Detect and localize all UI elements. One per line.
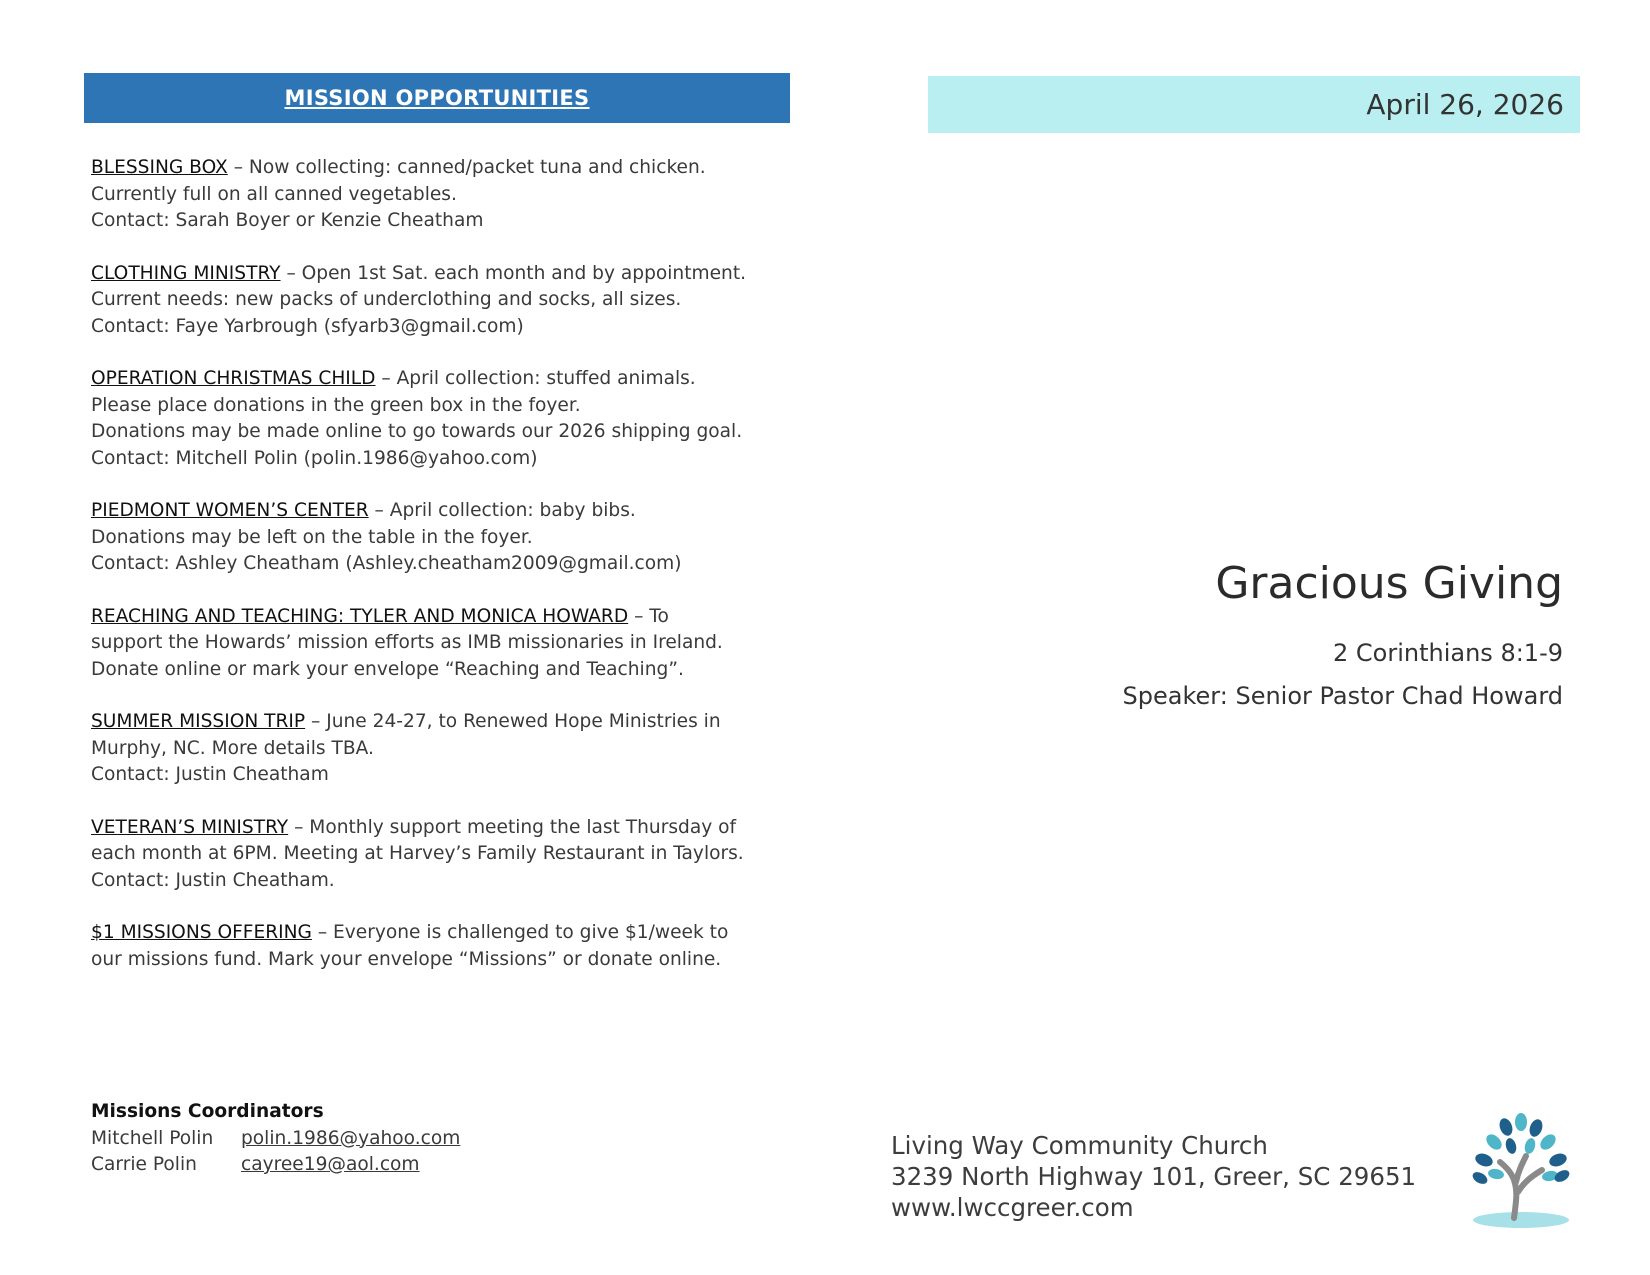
entry-text: – June 24-27, to Renewed Hope Ministries in	[305, 711, 721, 732]
entry-text: Donate online or mark your envelope “Reaching and Teaching”.	[91, 658, 684, 680]
entry-text: Contact: Faye Yarbrough (sfyarb3@gmail.com)	[91, 315, 524, 337]
mission-column	[84, 73, 790, 999]
date-banner	[928, 76, 1580, 133]
mission-entry	[91, 261, 790, 341]
entry-title: CLOTHING MINISTRY	[91, 262, 281, 284]
sermon-scripture: 2 Corinthians 8:1-9	[1333, 639, 1563, 667]
entry-text: Contact: Justin Cheatham.	[91, 869, 335, 891]
entry-title: $1 MISSIONS OFFERING	[91, 922, 312, 943]
entry-title: VETERAN’S MINISTRY	[91, 816, 289, 838]
mission-entry	[91, 498, 790, 578]
entry-text: Contact: Justin Cheatham	[91, 764, 329, 785]
church-address: 3239 North Highway 101, Greer, SC 29651	[891, 1162, 1417, 1191]
coordinator-email-link[interactable]: polin.1986@yahoo.com	[241, 1127, 461, 1149]
entry-title: REACHING AND TEACHING: TYLER AND MONICA HOWARD	[91, 605, 629, 627]
mission-entries	[84, 155, 790, 973]
mission-header-title: MISSION OPPORTUNITIES	[284, 86, 590, 110]
entry-text: Contact: Mitchell Polin (polin.1986@yahoo.com)	[91, 447, 538, 469]
mission-entry	[91, 920, 790, 973]
coordinators-title: Missions Coordinators	[91, 1101, 324, 1122]
tree-logo-icon	[1466, 1112, 1576, 1232]
entry-text: Donations may be made online to go towards our 2026 shipping goal.	[91, 421, 743, 442]
entry-text: – To	[628, 605, 669, 627]
entry-text: – Now collecting: canned/packet tuna and chicken.	[227, 157, 706, 178]
entry-text: Please place donations in the green box in the foyer.	[91, 394, 581, 416]
entry-text: – Open 1st Sat. each month and by appointment.	[280, 262, 747, 284]
entry-text: – Everyone is challenged to give $1/week to	[311, 922, 729, 943]
entry-text: support the Howards’ mission efforts as IMB missionaries in Ireland.	[91, 632, 723, 653]
entry-title: BLESSING BOX	[91, 157, 228, 178]
entry-text: – Monthly support meeting the last Thursday of	[288, 816, 737, 838]
mission-entry	[91, 366, 790, 472]
entry-text: – April collection: stuffed animals.	[375, 368, 696, 389]
entry-text: Contact: Ashley Cheatham (Ashley.cheatham2009@gmail.com)	[91, 553, 682, 574]
coordinator-row	[91, 1126, 460, 1153]
entry-text: Currently full on all canned vegetables.	[91, 183, 457, 205]
church-name: Living Way Community Church	[891, 1131, 1268, 1160]
coordinator-name: Mitchell Polin	[91, 1127, 214, 1149]
entry-text: Murphy, NC. More details TBA.	[91, 737, 374, 759]
entry-text: Current needs: new packs of underclothing and socks, all sizes.	[91, 289, 682, 310]
entry-text: each month at 6PM. Meeting at Harvey’s Family Restaurant in Taylors.	[91, 843, 744, 864]
mission-entry	[91, 815, 790, 895]
mission-entry	[91, 604, 790, 684]
coordinator-row	[91, 1152, 460, 1179]
bulletin-date: April 26, 2026	[1366, 88, 1564, 121]
entry-text: Contact: Sarah Boyer or Kenzie Cheatham	[91, 210, 484, 231]
sermon-speaker: Speaker: Senior Pastor Chad Howard	[1122, 682, 1563, 710]
mission-entry	[91, 709, 790, 789]
coordinator-name: Carrie Polin	[91, 1154, 197, 1175]
missions-coordinators	[91, 1099, 460, 1179]
entry-title: PIEDMONT WOMEN’S CENTER	[91, 500, 369, 521]
entry-title: OPERATION CHRISTMAS CHILD	[91, 368, 376, 389]
church-info	[891, 1130, 1416, 1223]
entry-text: our missions fund. Mark your envelope “Missions” or donate online.	[91, 948, 722, 970]
sermon-block	[1123, 558, 1563, 725]
coordinator-email-link[interactable]: cayree19@aol.com	[241, 1154, 420, 1175]
entry-text: Donations may be left on the table in the foyer.	[91, 526, 533, 548]
church-website[interactable]: www.lwccgreer.com	[891, 1193, 1134, 1222]
mission-header	[84, 73, 790, 123]
mission-entry	[91, 155, 790, 235]
sermon-title: Gracious Giving	[1215, 558, 1563, 609]
entry-text: – April collection: baby bibs.	[368, 500, 636, 521]
entry-title: SUMMER MISSION TRIP	[91, 711, 306, 732]
